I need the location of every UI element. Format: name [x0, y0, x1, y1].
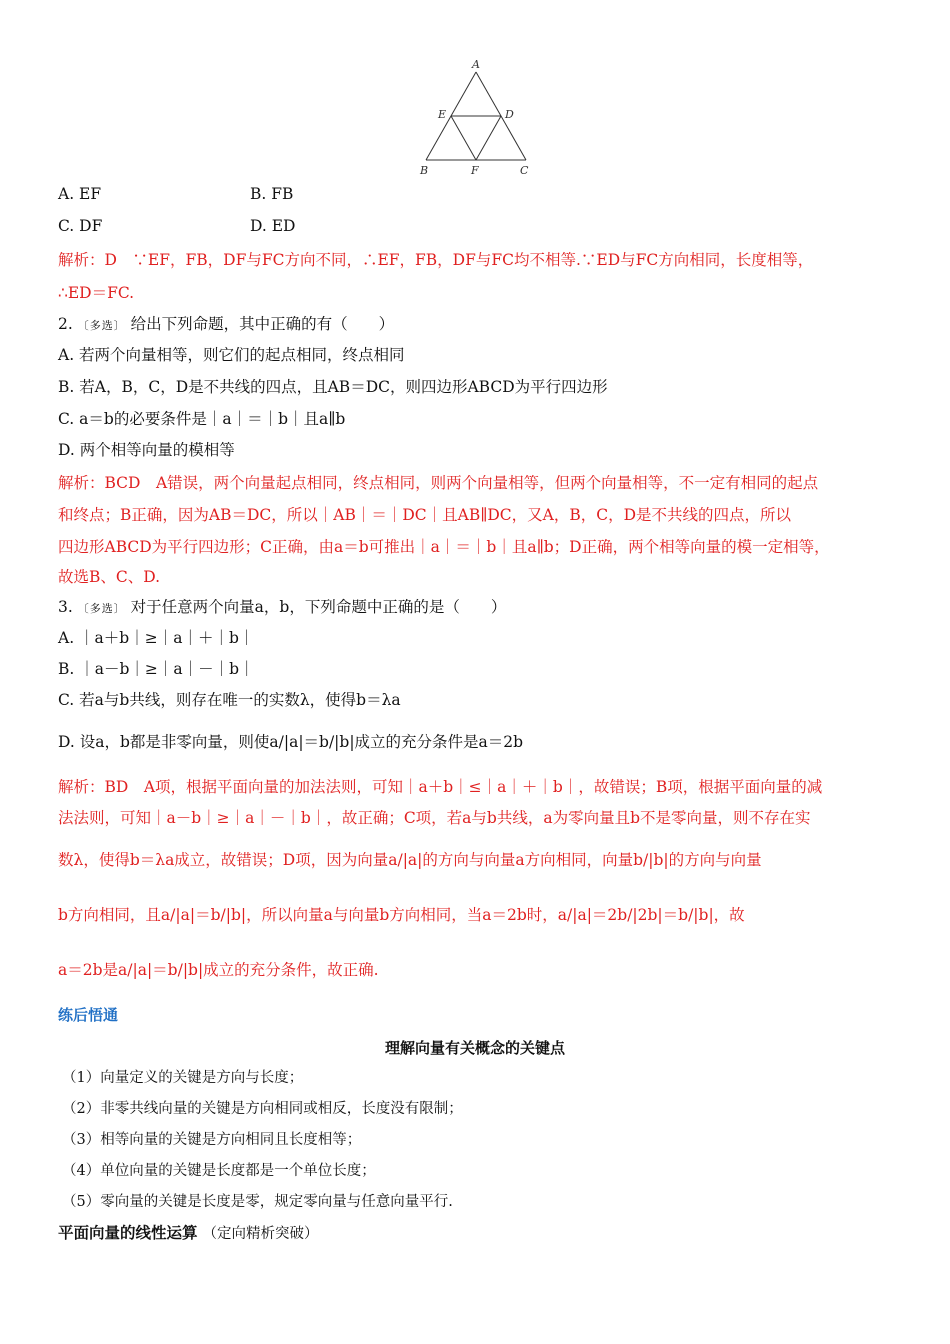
q3-tag: 〔多选〕 — [77, 602, 126, 615]
q2-solution-line3: 四边形ABCD为平行四边形；C正确，由a＝b可推出｜a｜＝｜b｜且a∥b；D正确，两个相等向量的模一定相等， — [58, 538, 830, 556]
q1-solution-line2: ∴ED＝FC. — [58, 284, 135, 302]
q1-option-c: C. DF — [58, 217, 103, 235]
q1-option-d: D. ED — [250, 217, 296, 235]
q3-solution-line4: b方向相同，且a/|a|＝b/|b|，所以向量a与向量b方向相同，当a＝2b时，a/|a|＝2b/|2b|＝b/|b|，故 — [58, 906, 745, 924]
q2-option-d: D. 两个相等向量的模相等 — [58, 441, 235, 459]
label-d: D — [505, 108, 514, 121]
q3-solution-line2: 法法则，可知｜a－b｜≥｜a｜－｜b｜，故正确；C项，若a与b共线，a为零向量且b不是零向量，则不存在实 — [58, 809, 811, 827]
q2-question: 给出下列命题，其中正确的有（ ） — [130, 315, 395, 333]
q2-stem — [58, 314, 892, 336]
q3-solution-line5: a＝2b是a/|a|＝b/|b|成立的充分条件，故正确. — [58, 961, 379, 979]
q1-options-row2 — [58, 216, 892, 236]
q3-option-c: C. 若a与b共线，则存在唯一的实数λ，使得b＝λa — [58, 691, 401, 709]
summary-item-5: （5）零向量的关键是长度是零，规定零向量与任意向量平行. — [62, 1194, 453, 1210]
q2-solution-line1: 解析：BCD A错误，两个向量起点相同，终点相同，则两个向量相等，但两个向量相等，不一定有相同的起点 — [58, 474, 819, 492]
q3-option-b: B. ｜a－b｜≥｜a｜－｜b｜ — [58, 660, 255, 678]
edge-ef — [451, 116, 476, 160]
summary-item-3: （3）相等向量的关键是方向相同且长度相等； — [62, 1132, 362, 1148]
edge-df — [476, 116, 501, 160]
q3-solution-line3: 数λ，使得b＝λa成立，故错误；D项，因为向量a/|a|的方向与向量a方向相同，向量b/|b|的方向与向量 — [58, 851, 762, 869]
q1-options-row1 — [58, 184, 892, 204]
q3-option-a: A. ｜a＋b｜≥｜a｜＋｜b｜ — [58, 629, 255, 647]
summary-item-1: （1）向量定义的关键是方向与长度； — [62, 1070, 304, 1086]
label-b: B — [420, 164, 429, 177]
triangle-figure — [410, 56, 540, 182]
q2-solution-line2: 和终点；B正确，因为AB＝DC，所以｜AB｜＝｜DC｜且AB∥DC，又A，B，C，D是不共线的四点，所以 — [58, 506, 792, 524]
q3-stem — [58, 597, 892, 619]
q1-option-b: B. FB — [250, 185, 294, 203]
summary-title: 理解向量有关概念的关键点 — [384, 1039, 565, 1057]
q2-solution-line4: 故选B、C、D. — [58, 568, 161, 586]
section-subtitle: （定向精析突破） — [202, 1226, 319, 1242]
summary-item-2: （2）非零共线向量的关键是方向相同或相反，长度没有限制； — [62, 1101, 463, 1117]
section-title: 平面向量的线性运算 — [58, 1224, 198, 1242]
section-heading — [58, 1223, 892, 1244]
label-c: C — [520, 164, 529, 177]
label-e: E — [438, 108, 447, 121]
label-f: F — [471, 164, 479, 177]
summary-heading: 练后悟通 — [58, 1006, 119, 1024]
q2-option-a: A. 若两个向量相等，则它们的起点相同，终点相同 — [58, 346, 405, 364]
q3-solution-line1: 解析：BD A项，根据平面向量的加法法则，可知｜a＋b｜≤｜a｜＋｜b｜，故错误；B项，根据平面向量的减 — [58, 778, 823, 796]
q2-option-c: C. a＝b的必要条件是｜a｜＝｜b｜且a∥b — [58, 410, 346, 428]
q2-option-b: B. 若A，B，C，D是不共线的四点，且AB＝DC，则四边形ABCD为平行四边形 — [58, 378, 608, 396]
q3-number: 3. — [58, 598, 73, 616]
q3-question: 对于任意两个向量a，b，下列命题中正确的是（ ） — [130, 598, 507, 616]
label-a: A — [472, 58, 480, 71]
q2-number: 2. — [58, 315, 73, 333]
q3-option-d: D. 设a，b都是非零向量，则使a/|a|＝b/|b|成立的充分条件是a＝2b — [58, 733, 524, 751]
q1-option-a: A. EF — [58, 185, 102, 203]
q2-tag: 〔多选〕 — [77, 319, 126, 332]
q1-solution-line1: 解析：D ∵EF，FB，DF与FC方向不同，∴EF，FB，DF与FC均不相等.∵ED与FC方向相同，长度相等， — [58, 251, 814, 269]
summary-item-4: （4）单位向量的关键是长度都是一个单位长度； — [62, 1163, 376, 1179]
